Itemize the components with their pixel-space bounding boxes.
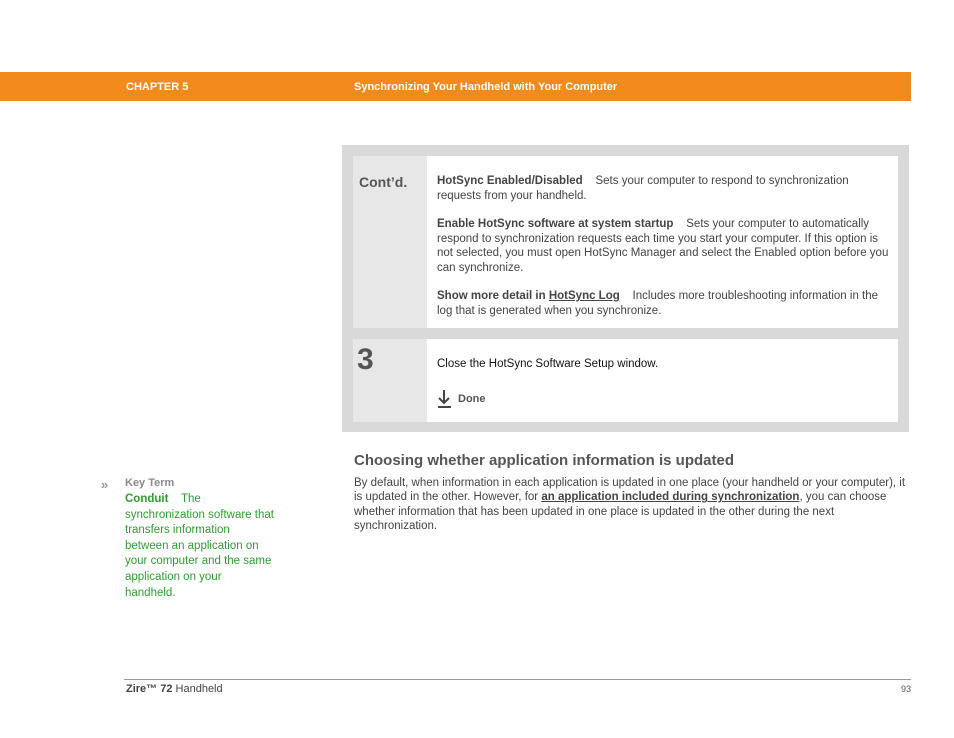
body-text-before: By default, when information in each application is updated in one place (your handheld or your computer), it is updated in the other. However, for xyxy=(354,477,906,504)
footer-product-suffix: Handheld xyxy=(172,683,223,695)
chapter-title: Synchronizing Your Handheld with Your Computer xyxy=(354,81,618,93)
option-enable-at-startup xyxy=(437,217,892,275)
step-number: 3 xyxy=(357,343,374,376)
option-description: Sets your computer to respond to synchronization requests from your handheld. xyxy=(437,175,849,202)
section-heading: Choosing whether application information is updated xyxy=(354,452,735,469)
chevron-icon: » xyxy=(101,477,107,492)
section-body xyxy=(354,476,909,533)
option-description: Includes more troubleshooting information in the log that is generated when you synchronize. xyxy=(437,290,879,317)
chapter-label: CHAPTER 5 xyxy=(126,81,189,93)
page-number: 93 xyxy=(900,684,911,694)
step-3-panel xyxy=(427,339,898,422)
hotsync-log-link[interactable]: HotSync Log xyxy=(548,290,620,302)
key-term-word: Conduit xyxy=(125,493,169,505)
footer-product-name: Zire™ 72 xyxy=(126,683,173,695)
key-term-label: Key Term xyxy=(125,477,175,489)
option-show-more-detail xyxy=(437,289,892,318)
footer-product xyxy=(126,683,223,695)
option-term: HotSync Enabled/Disabled xyxy=(437,175,583,187)
option-description: Sets your computer to automatically respond to synchronization requests each time you start your computer. If this option is not selected, you must open HotSync Manager and select the Enabled option before you can synchronize. xyxy=(437,218,889,274)
option-term: Enable HotSync software at system startup xyxy=(437,218,674,230)
down-arrow-icon xyxy=(437,389,453,409)
done-label: Done xyxy=(458,393,486,405)
contd-label: Cont’d. xyxy=(359,174,408,190)
option-hotsync-enabled xyxy=(437,174,892,203)
key-term-definition xyxy=(125,492,275,601)
footer-divider xyxy=(124,679,911,680)
step-instruction: Close the HotSync Software Setup window. xyxy=(437,358,659,370)
key-term-text: The synchronization software that transfers information between an application on your computer and the same application on your handheld. xyxy=(125,493,274,599)
done-indicator xyxy=(437,389,486,409)
option-term: Show more detail in xyxy=(437,290,546,302)
body-text-after: , you can choose whether information that has been updated in one place is updated in the other during the next synchronization. xyxy=(354,491,887,532)
application-sync-link[interactable]: an application included during synchronization xyxy=(541,491,800,504)
